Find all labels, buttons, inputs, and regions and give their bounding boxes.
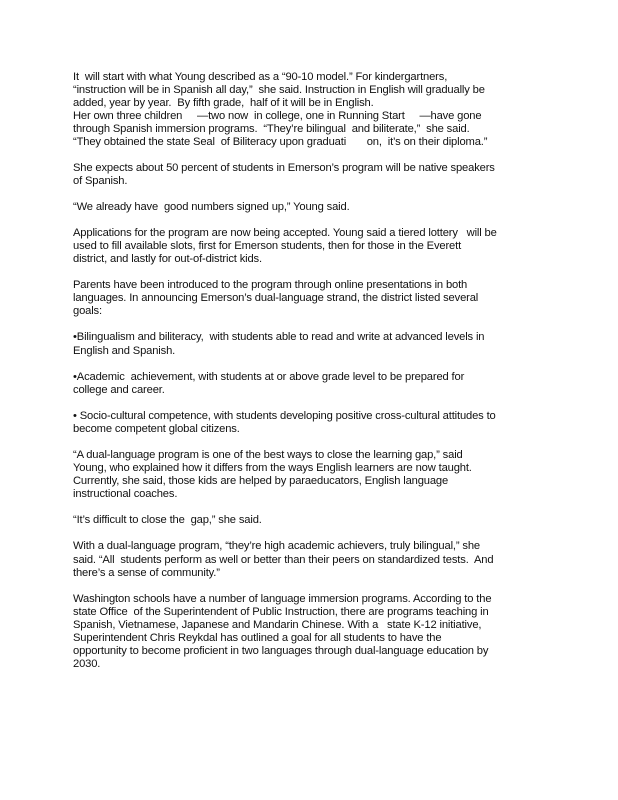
paragraph-line: district, and lastly for out-of-district kids. [73,253,262,266]
paragraph-line: •Bilingualism and biliteracy, with students able to read and write at advanced levels in [73,331,485,344]
article-paragraph [73,371,548,397]
paragraph-line: languages. In announcing Emerson’s dual-language strand, the district listed several [73,292,479,305]
paragraph-line: Parents have been introduced to the program through online presentations in both [73,279,468,292]
paragraph-line: “A dual-language program is one of the best ways to close the learning gap,” said [73,448,463,461]
paragraph-line: of Spanish. [73,174,128,187]
paragraph-line: Her own three children —two now in college, one in Running Start —have gone [73,110,482,123]
article-paragraph [73,227,548,266]
paragraph-line: added, year by year. By fifth grade, half of it will be in English. [73,97,374,110]
paragraph-line: •Academic achievement, with students at or above grade level to be prepared for [73,370,465,383]
paragraph-line: goals: [73,305,102,318]
paragraph-line: opportunity to become proficient in two languages through dual-language education by [73,645,489,658]
article-paragraph [73,201,548,214]
paragraph-line: She expects about 50 percent of students in Emerson’s program will be native speakers [73,161,495,174]
paragraph-line: Applications for the program are now being accepted. Young said a tiered lottery will be [73,226,497,239]
paragraph-line: instructional coaches. [73,488,178,501]
article-body [73,71,548,684]
paragraph-line: Spanish, Vietnamese, Japanese and Mandarin Chinese. With a state K-12 initiative, [73,618,482,631]
paragraph-line: used to fill available slots, first for Emerson students, then for those in the Everett [73,239,462,252]
paragraph-line: college and career. [73,383,165,396]
paragraph-line: Washington schools have a number of language immersion programs. According to the [73,592,492,605]
paragraph-line: Young, who explained how it differs from the ways English learners are now taught. [73,462,472,475]
paragraph-line: With a dual-language program, “they’re high academic achievers, truly bilingual,” she [73,540,480,553]
paragraph-line: said. “All students perform as well or better than their peers on standardized tests. And [73,553,494,566]
article-paragraph [73,514,548,527]
paragraph-line: Currently, she said, those kids are helped by paraeducators, English language [73,475,449,488]
paragraph-line: English and Spanish. [73,344,176,357]
paragraph-line: “They obtained the state Seal of Biliteracy upon graduati on, it’s on their diploma.” [73,136,488,149]
article-paragraph [73,331,548,357]
paragraph-line: It will start with what Young described as a “90-10 model.” For kindergartners, [73,71,448,83]
paragraph-line: become competent global citizens. [73,422,240,435]
paragraph-line: “instruction will be in Spanish all day,” she said. Instruction in English will gradually be [73,84,485,97]
article-paragraph [73,71,548,150]
paragraph-line: state Office of the Superintendent of Public Instruction, there are programs teaching in [73,605,489,618]
paragraph-line: 2030. [73,658,101,671]
paragraph-line: “We already have good numbers signed up,” Young said. [73,200,350,213]
article-paragraph [73,540,548,579]
paragraph-line: through Spanish immersion programs. “They’re bilingual and biliterate,” she said. [73,123,470,136]
article-paragraph [73,162,548,188]
article-paragraph [73,410,548,436]
paragraph-line: there’s a sense of community.” [73,566,220,579]
article-paragraph [73,279,548,318]
article-paragraph [73,593,548,672]
article-paragraph [73,449,548,501]
paragraph-line: “It’s difficult to close the gap,” she said. [73,514,262,527]
paragraph-line: Superintendent Chris Reykdal has outlined a goal for all students to have the [73,632,442,644]
paragraph-line: • Socio-cultural competence, with students developing positive cross-cultural attitudes to [73,409,496,422]
